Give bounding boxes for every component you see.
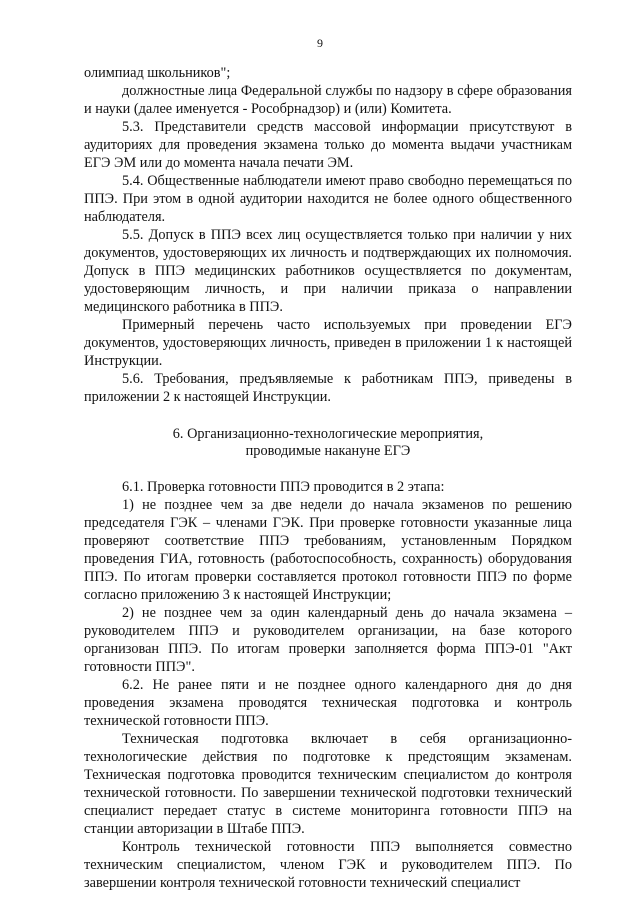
paragraph-5-3: 5.3. Представители средств массовой информации присутствуют в аудиториях для проведения экзамена только до момента выдачи участникам ЕГЭ ЭМ или до момента начала печати ЭМ. [84,119,572,171]
paragraph-technical-preparation: Техническая подготовка включает в себя организационно-технологические действия по подготовке к предстоящим экзаменам. Техническая подготовка проводится техническим специалистом до контроля технической готовности. По завершении технической подготовки технический специалист передает статус в системе мониторинга готовности ППЭ на станции авторизации в Штабе ППЭ. [84,731,572,837]
section-heading-line-1: 6. Организационно-технологические мероприятия, [172,426,484,442]
paragraph-5-5: 5.5. Допуск в ППЭ всех лиц осуществляется только при наличии у них документов, удостоверяющих их личность и подтверждающих их полномочия. Допуск в ППЭ медицинских работников осуществляется по документам, удостоверяющим личность, и при наличии приказа о направлении медицинского работника в ППЭ. [84,227,572,315]
paragraph-olympiad-end: олимпиад школьников"; [84,65,231,81]
paragraph-officials: должностные лица Федеральной службы по надзору в сфере образования и науки (далее именуется - Рособрнадзор) и (или) Комитета. [84,83,572,117]
page-number: 9 [317,36,323,50]
paragraph-6-2: 6.2. Не ранее пяти и не позднее одного календарного дня до дня проведения экзамена проводятся техническая подготовка и контроль технической готовности ППЭ. [84,677,572,729]
document-body [84,64,572,892]
paragraph-id-documents: Примерный перечень часто используемых при проведении ЕГЭ документов, удостоверяющих личность, приведен в приложении 1 к настоящей Инструкции. [84,317,572,369]
paragraph-6-1: 6.1. Проверка готовности ППЭ проводится в 2 этапа: [122,479,445,495]
section-heading [84,426,572,460]
paragraph-5-4: 5.4. Общественные наблюдатели имеют право свободно перемещаться по ППЭ. При этом в одной аудитории находится не более одного общественного наблюдателя. [84,173,572,225]
paragraph-technical-control: Контроль технической готовности ППЭ выполняется совместно техническим специалистом, членом ГЭК и руководителем ППЭ. По завершении контроля технической готовности технический специалист [84,839,572,891]
section-heading-line-2: проводимые накануне ЕГЭ [245,443,411,459]
paragraph-5-6: 5.6. Требования, предъявляемые к работникам ППЭ, приведены в приложении 2 к настоящей Инструкции. [84,371,572,405]
paragraph-stage-2: 2) не позднее чем за один календарный день до начала экзамена – руководителем ППЭ и руководителем организации, на базе которого организован ППЭ. По итогам проверки заполняется форма ППЭ-01 "Акт готовности ППЭ". [84,605,572,675]
paragraph-stage-1: 1) не позднее чем за две недели до начала экзаменов по решению председателя ГЭК – членами ГЭК. При проверке готовности указанные лица проверяют соответствие ППЭ требованиям, установленным Порядком проведения ГИА, готовность (работоспособность, сохранность) оборудования ППЭ. По итогам проверки составляется протокол готовности ППЭ по форме согласно приложению 3 к настоящей Инструкции; [84,497,572,603]
